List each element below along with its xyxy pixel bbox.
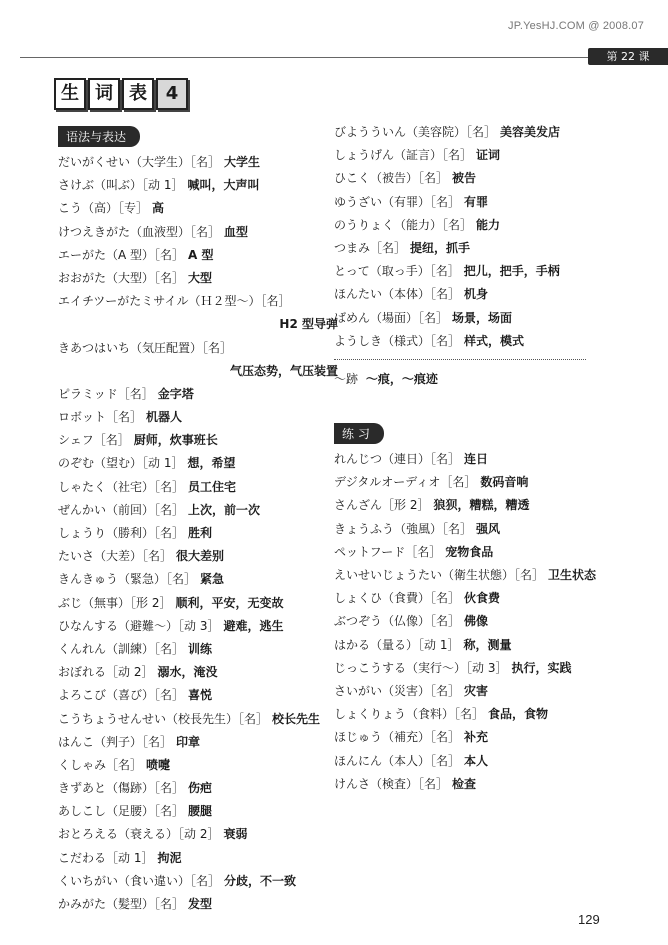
vocab-meaning: A 型 [188, 247, 214, 262]
vocab-meaning: 能力 [476, 217, 501, 232]
vocab-row [58, 452, 338, 475]
vocab-meaning: 厨师，炊事班长 [133, 433, 218, 448]
vocab-word: しゃたく（社宅）［名］ [58, 479, 185, 494]
vocab-word: おとろえる（衰える）［动 2］ [58, 827, 220, 842]
vocab-row [58, 731, 338, 754]
vocab-meaning: 大型 [188, 270, 213, 285]
vocab-row [334, 750, 614, 773]
page-number: 129 [578, 912, 600, 927]
vocab-word: しょうり（勝利）［名］ [58, 526, 185, 540]
vocab-row [58, 777, 338, 800]
vocab-row [334, 330, 614, 353]
vocab-row [58, 244, 338, 267]
vocab-word: ほんたい（本体）［名］ [334, 287, 461, 302]
vocab-word: こうちょうせんせい（校長先生）［名］ [58, 711, 269, 726]
vocab-meaning: 气压态势，气压装置 [229, 363, 338, 378]
vocab-row [58, 661, 338, 684]
vocab-word: さいがい（災害）［名］ [334, 683, 461, 698]
vocab-row [334, 564, 614, 587]
vocab-row [334, 307, 614, 330]
vocab-meaning: 拘泥 [157, 850, 182, 865]
vocab-word: ペットフード［名］ [334, 544, 442, 559]
vocab-row [58, 708, 338, 731]
vocab-meaning: 校长先生 [272, 711, 321, 726]
vocab-word: かみがた（髪型）［名］ [58, 897, 185, 911]
vocab-meaning: 胜利 [188, 526, 213, 540]
vocab-row [58, 151, 338, 174]
vocab-meaning: 有罪 [464, 194, 489, 209]
vocab-row [58, 337, 338, 360]
vocab-row [334, 703, 614, 726]
vocab-meaning: ～痕，～痕迹 [365, 371, 438, 386]
header-rule [20, 57, 588, 58]
vocab-meaning: 卫生状态 [548, 568, 597, 582]
vocab-word: くんれん（訓練）［名］ [58, 641, 185, 656]
vocab-row [58, 684, 338, 707]
vocab-meaning: 想，希望 [187, 456, 236, 471]
vocab-row [334, 144, 614, 167]
vocab-row [58, 360, 338, 383]
vocab-meaning: H2 型导弹 [279, 317, 338, 332]
vocab-list-right-top [334, 121, 614, 353]
vocab-word: はんこ（判子）［名］ [58, 734, 173, 749]
vocab-word: さけぶ（叫ぶ）［动 1］ [58, 178, 184, 193]
vocab-row [58, 615, 338, 638]
vocab-row [58, 754, 338, 777]
vocab-word: おおがた（大型）［名］ [58, 270, 185, 285]
vocab-row [334, 680, 614, 703]
vocab-word: はかる（量る）［动 1］ [334, 637, 460, 652]
section-label-practice: 练 习 [334, 423, 384, 444]
vocab-word: ようしき（様式）［名］ [334, 333, 461, 348]
title-char: 表 [122, 78, 154, 110]
vocab-meaning: 机身 [464, 287, 489, 302]
vocab-meaning: 佛像 [464, 614, 489, 629]
vocab-meaning: 腰腿 [188, 804, 213, 819]
vocab-word: ほじゅう（補充）［名］ [334, 730, 461, 745]
vocab-row [334, 541, 614, 564]
watermark-text: JP.YesHJ.COM @ 2008.07 [508, 20, 645, 32]
vocab-row [334, 121, 614, 144]
vocab-meaning: 伙食费 [464, 591, 501, 606]
vocab-word: びようういん（美容院）［名］ [334, 125, 497, 139]
vocab-list-left [58, 151, 338, 916]
vocab-word: ばめん（場面）［名］ [334, 310, 449, 325]
vocab-meaning: 美容美发店 [500, 125, 561, 139]
vocab-meaning: 狼狈，糟糕，糟透 [433, 498, 530, 513]
vocab-word: ロボット［名］ [58, 410, 143, 425]
vocab-word: きょうふう（強風）［名］ [334, 521, 473, 536]
vocab-row [58, 823, 338, 846]
vocab-meaning: 顺利，平安，无变故 [175, 595, 284, 610]
vocab-meaning: 溺水，淹没 [157, 665, 218, 680]
vocab-word: きんきゅう（緊急）［名］ [58, 572, 197, 587]
vocab-row [58, 800, 338, 823]
vocab-meaning: 员工住宅 [188, 479, 237, 494]
vocab-word: よろこび（喜び）［名］ [58, 688, 185, 703]
vocab-meaning: 本人 [464, 753, 489, 768]
vocab-word: ～跡 [334, 371, 359, 386]
vocab-word: ほんにん（本人）［名］ [334, 753, 461, 768]
vocab-word: エーがた（A 型）［名］ [58, 247, 185, 262]
vocab-meaning: 喷嚏 [146, 757, 171, 772]
vocab-word: デジタルオーディオ［名］ [334, 475, 477, 490]
vocab-meaning: 宠物食品 [445, 544, 494, 559]
vocab-word: あしこし（足腰）［名］ [58, 804, 185, 819]
vocab-word: けつえきがた（血液型）［名］ [58, 224, 221, 239]
vocab-word: しょくひ（食費）［名］ [334, 591, 461, 606]
vocab-row [58, 870, 338, 893]
vocab-meaning: 被告 [452, 171, 477, 186]
vocab-word: ぶつぞう（仏像）［名］ [334, 614, 461, 629]
vocab-row [334, 167, 614, 190]
vocab-meaning: 伤疤 [188, 781, 213, 796]
vocab-row [334, 471, 614, 494]
vocab-word: とって（取っ手）［名］ [334, 264, 460, 279]
vocab-word: けんさ（検査）［名］ [334, 776, 449, 791]
vocab-meaning: 高 [152, 201, 165, 216]
vocab-meaning: 数码音响 [480, 475, 529, 490]
vocab-meaning: 喜悦 [188, 688, 213, 703]
vocab-row [334, 237, 614, 260]
vocab-word: ゆうざい（有罪）［名］ [334, 194, 461, 209]
vocab-word: くいちがい（食い違い）［名］ [58, 873, 221, 888]
vocab-row [334, 494, 614, 517]
vocab-meaning: 金字塔 [157, 386, 194, 401]
vocab-meaning: 紧急 [200, 572, 225, 587]
vocab-row [334, 448, 614, 471]
vocab-word: しょうげん（証言）［名］ [334, 148, 473, 163]
vocab-row [58, 429, 338, 452]
vocab-row [58, 499, 338, 522]
vocab-meaning: 避难，逃生 [223, 618, 284, 633]
vocab-meaning: 执行，实践 [511, 660, 572, 675]
vocab-row [334, 610, 614, 633]
vocab-row [58, 197, 338, 220]
vocab-meaning: 连日 [464, 452, 489, 467]
vocab-word: きずあと（傷跡）［名］ [58, 781, 185, 796]
chapter-tab: 第 22 课 [588, 48, 668, 65]
vocab-meaning: 提纽，抓手 [410, 240, 471, 255]
vocab-row [58, 221, 338, 244]
vocab-word: こだわる［动 1］ [58, 850, 154, 865]
vocab-row [58, 174, 338, 197]
vocab-row [334, 587, 614, 610]
vocab-meaning: 补充 [464, 730, 489, 745]
vocab-word: つまみ［名］ [334, 240, 407, 255]
vocab-row [334, 214, 614, 237]
vocab-row [58, 522, 338, 545]
vocab-word: のうりょく（能力）［名］ [334, 217, 473, 232]
vocab-meaning: 喊叫，大声叫 [187, 178, 260, 193]
vocab-word: シェフ［名］ [58, 433, 130, 448]
vocab-word: しょくりょう（食料）［名］ [334, 707, 485, 722]
vocab-meaning: 发型 [188, 897, 213, 911]
vocab-row [58, 290, 338, 313]
vocab-row [334, 518, 614, 541]
vocab-word: えいせいじょうたい（衛生状態）［名］ [334, 568, 545, 582]
title-char: 词 [88, 78, 120, 110]
vocab-row [58, 847, 338, 870]
vocab-meaning: 分歧，不一致 [224, 873, 297, 888]
vocab-meaning: 大学生 [224, 155, 261, 169]
vocab-meaning: 衰弱 [223, 827, 248, 842]
vocab-row [58, 383, 338, 406]
vocab-row [58, 545, 338, 568]
vocab-meaning: 印章 [176, 734, 201, 749]
vocab-meaning: 称，测量 [463, 637, 512, 652]
vocab-word: ぜんかい（前回）［名］ [58, 502, 185, 517]
vocab-row [58, 406, 338, 429]
vocab-word: こう（高）［专］ [58, 201, 149, 216]
vocab-word: れんじつ（連日）［名］ [334, 452, 461, 467]
vocab-meaning: 机器人 [146, 410, 183, 425]
section-label-grammar: 语法与表达 [58, 126, 140, 147]
vocab-word: きあつはいち（気圧配置）［名］ [58, 340, 233, 355]
vocab-row [58, 267, 338, 290]
vocab-row [58, 592, 338, 615]
vocab-row [334, 191, 614, 214]
dotted-divider [334, 359, 586, 360]
vocab-word: くしゃみ［名］ [58, 757, 143, 772]
vocab-meaning: 场景，场面 [452, 310, 513, 325]
vocab-row [334, 634, 614, 657]
vocab-meaning: 食品，食物 [488, 707, 549, 722]
vocab-meaning: 把儿，把手，手柄 [463, 264, 560, 279]
title-number: 4 [156, 78, 188, 110]
vocab-word: おぼれる［动 2］ [58, 665, 154, 680]
vocab-word: ぶじ（無事）［形 2］ [58, 595, 172, 610]
vocab-row [334, 726, 614, 749]
vocab-word: のぞむ（望む）［动 1］ [58, 456, 184, 471]
vocab-word: ひなんする（避難～）［动 3］ [58, 618, 220, 633]
vocab-row [58, 893, 338, 916]
vocab-meaning: 上次，前一次 [188, 502, 261, 517]
vocab-meaning: 训练 [188, 641, 213, 656]
vocab-row [58, 476, 338, 499]
vocab-meaning: 血型 [224, 224, 249, 239]
vocab-meaning: 很大差别 [176, 549, 225, 564]
vocab-word: エイチツーがたミサイル（Ｈ２型～）［名］ [58, 294, 291, 309]
vocab-row [334, 773, 614, 796]
vocab-word: たいさ（大差）［名］ [58, 549, 173, 564]
vocab-row [334, 657, 614, 680]
vocab-meaning: 灾害 [464, 683, 489, 698]
vocab-word: じっこうする（実行～）［动 3］ [334, 660, 508, 675]
vocab-row [58, 568, 338, 591]
vocab-word: さんざん［形 2］ [334, 498, 430, 513]
vocab-row [58, 638, 338, 661]
title-char: 生 [54, 78, 86, 110]
vocab-row-trace [334, 368, 614, 391]
vocab-row [334, 283, 614, 306]
vocab-word: だいがくせい（大学生）［名］ [58, 155, 221, 169]
vocabulary-title [54, 78, 190, 110]
vocab-meaning: 样式，模式 [464, 333, 525, 348]
vocab-row [334, 260, 614, 283]
vocab-list-right-bottom [334, 448, 614, 796]
vocab-word: ピラミッド［名］ [58, 386, 154, 401]
vocab-meaning: 证词 [476, 148, 501, 163]
right-column [334, 121, 614, 796]
left-column [58, 124, 338, 916]
vocab-word: ひこく（被告）［名］ [334, 171, 449, 186]
vocab-meaning: 检查 [452, 776, 477, 791]
vocab-meaning: 强风 [476, 521, 501, 536]
vocab-row [58, 313, 338, 336]
